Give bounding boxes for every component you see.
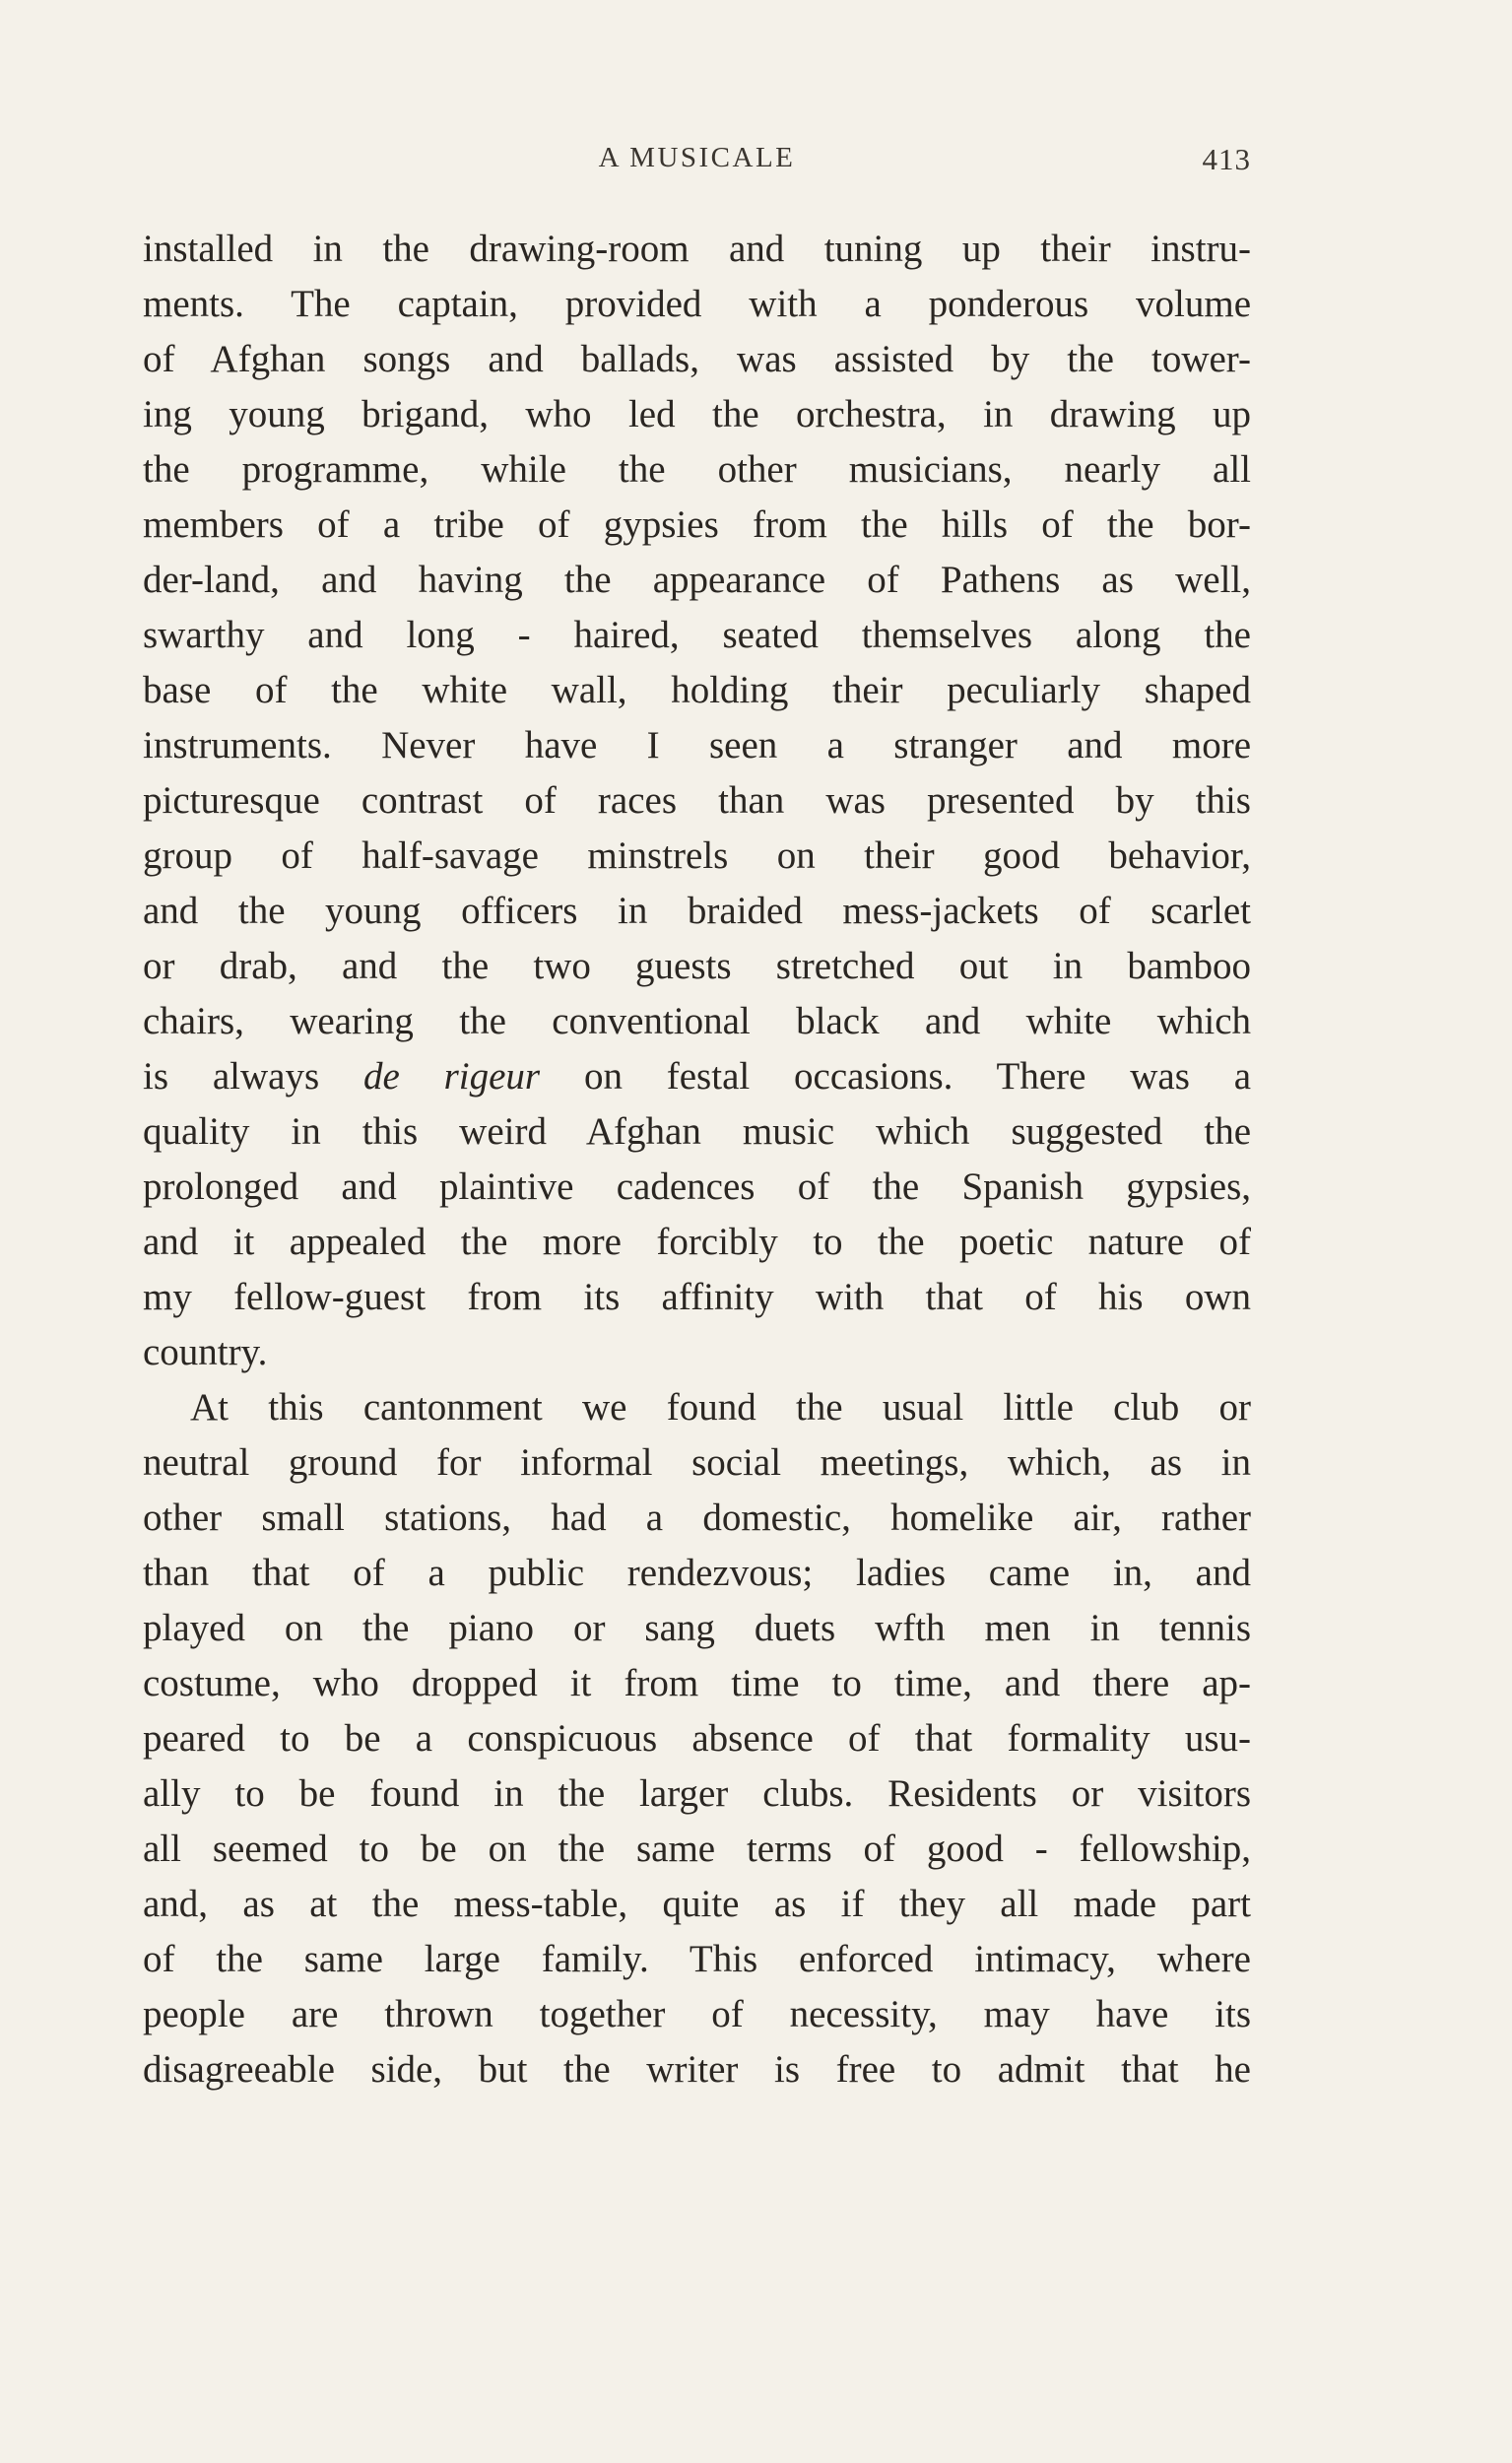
page-number: 413 <box>1202 142 1251 176</box>
body-text <box>143 222 1251 2097</box>
text-line: ing young brigand, who led the orchestra, in drawing up <box>143 393 1251 435</box>
text-line: instruments. Never have I seen a stranger and more <box>143 724 1251 766</box>
text-line: quality in this weird Afghan music which suggested the <box>143 1110 1251 1153</box>
text-line: people are thrown together of necessity, may have its <box>143 1993 1251 2035</box>
text-line: base of the white wall, holding their peculiarly shaped <box>143 669 1251 711</box>
text-line: and, as at the mess-table, quite as if they all made part <box>143 1883 1251 1925</box>
text-line: disagreeable side, but the writer is free to admit that he <box>143 2048 1251 2091</box>
text-line: all seemed to be on the same terms of good - fellowship, <box>143 1828 1251 1870</box>
paragraph-2 <box>143 1380 1251 2097</box>
text-line-with-italic <box>143 1049 1251 1104</box>
text-line: picturesque contrast of races than was presented by this <box>143 779 1251 822</box>
text-line: prolonged and plaintive cadences of the Spanish gypsies, <box>143 1165 1251 1208</box>
text-line: peared to be a conspicuous absence of that formality usu- <box>143 1717 1251 1760</box>
text-line: At this cantonment we found the usual little club or <box>190 1386 1251 1429</box>
text-line: the programme, while the other musicians, nearly all <box>143 448 1251 491</box>
text-line: neutral ground for informal social meetings, which, as in <box>143 1441 1251 1484</box>
text-line: chairs, wearing the conventional black and white which <box>143 1000 1251 1042</box>
running-head <box>143 142 1251 181</box>
text-line: members of a tribe of gypsies from the hills of the bor- <box>143 503 1251 546</box>
text-line: and it appealed the more forcibly to the poetic nature of <box>143 1221 1251 1263</box>
running-title: A MUSICALE <box>598 142 796 173</box>
paragraph-1 <box>143 222 1251 1380</box>
text-fragment: on festal occasions. There was a <box>583 1055 1251 1098</box>
text-line: ally to be found in the larger clubs. Residents or visitors <box>143 1772 1251 1815</box>
text-line: other small stations, had a domestic, homelike air, rather <box>143 1497 1251 1539</box>
text-line: costume, who dropped it from time to time, and there ap- <box>143 1662 1251 1704</box>
text-line: my fellow-guest from its affinity with that of his own <box>143 1276 1251 1318</box>
text-fragment: is always <box>143 1055 320 1098</box>
text-line: group of half-savage minstrels on their good behavior, <box>143 834 1251 877</box>
italic-phrase: de rigeur <box>362 1055 541 1098</box>
text-line: swarthy and long - haired, seated themselves along the <box>143 614 1251 656</box>
text-line: played on the piano or sang duets wfth men in tennis <box>143 1607 1251 1649</box>
text-line: of Afghan songs and ballads, was assisted by the tower- <box>143 338 1251 380</box>
text-line: der-land, and having the appearance of Pathens as well, <box>143 559 1251 601</box>
text-line: country. <box>143 1331 268 1373</box>
text-line: and the young officers in braided mess-jackets of scarlet <box>143 890 1251 932</box>
text-line: than that of a public rendezvous; ladies came in, and <box>143 1552 1251 1594</box>
text-line: of the same large family. This enforced intimacy, where <box>143 1938 1251 1980</box>
text-line: ments. The captain, provided with a ponderous volume <box>143 283 1251 325</box>
text-line: installed in the drawing-room and tuning up their instru- <box>143 228 1251 270</box>
text-line: or drab, and the two guests stretched out in bamboo <box>143 945 1251 987</box>
